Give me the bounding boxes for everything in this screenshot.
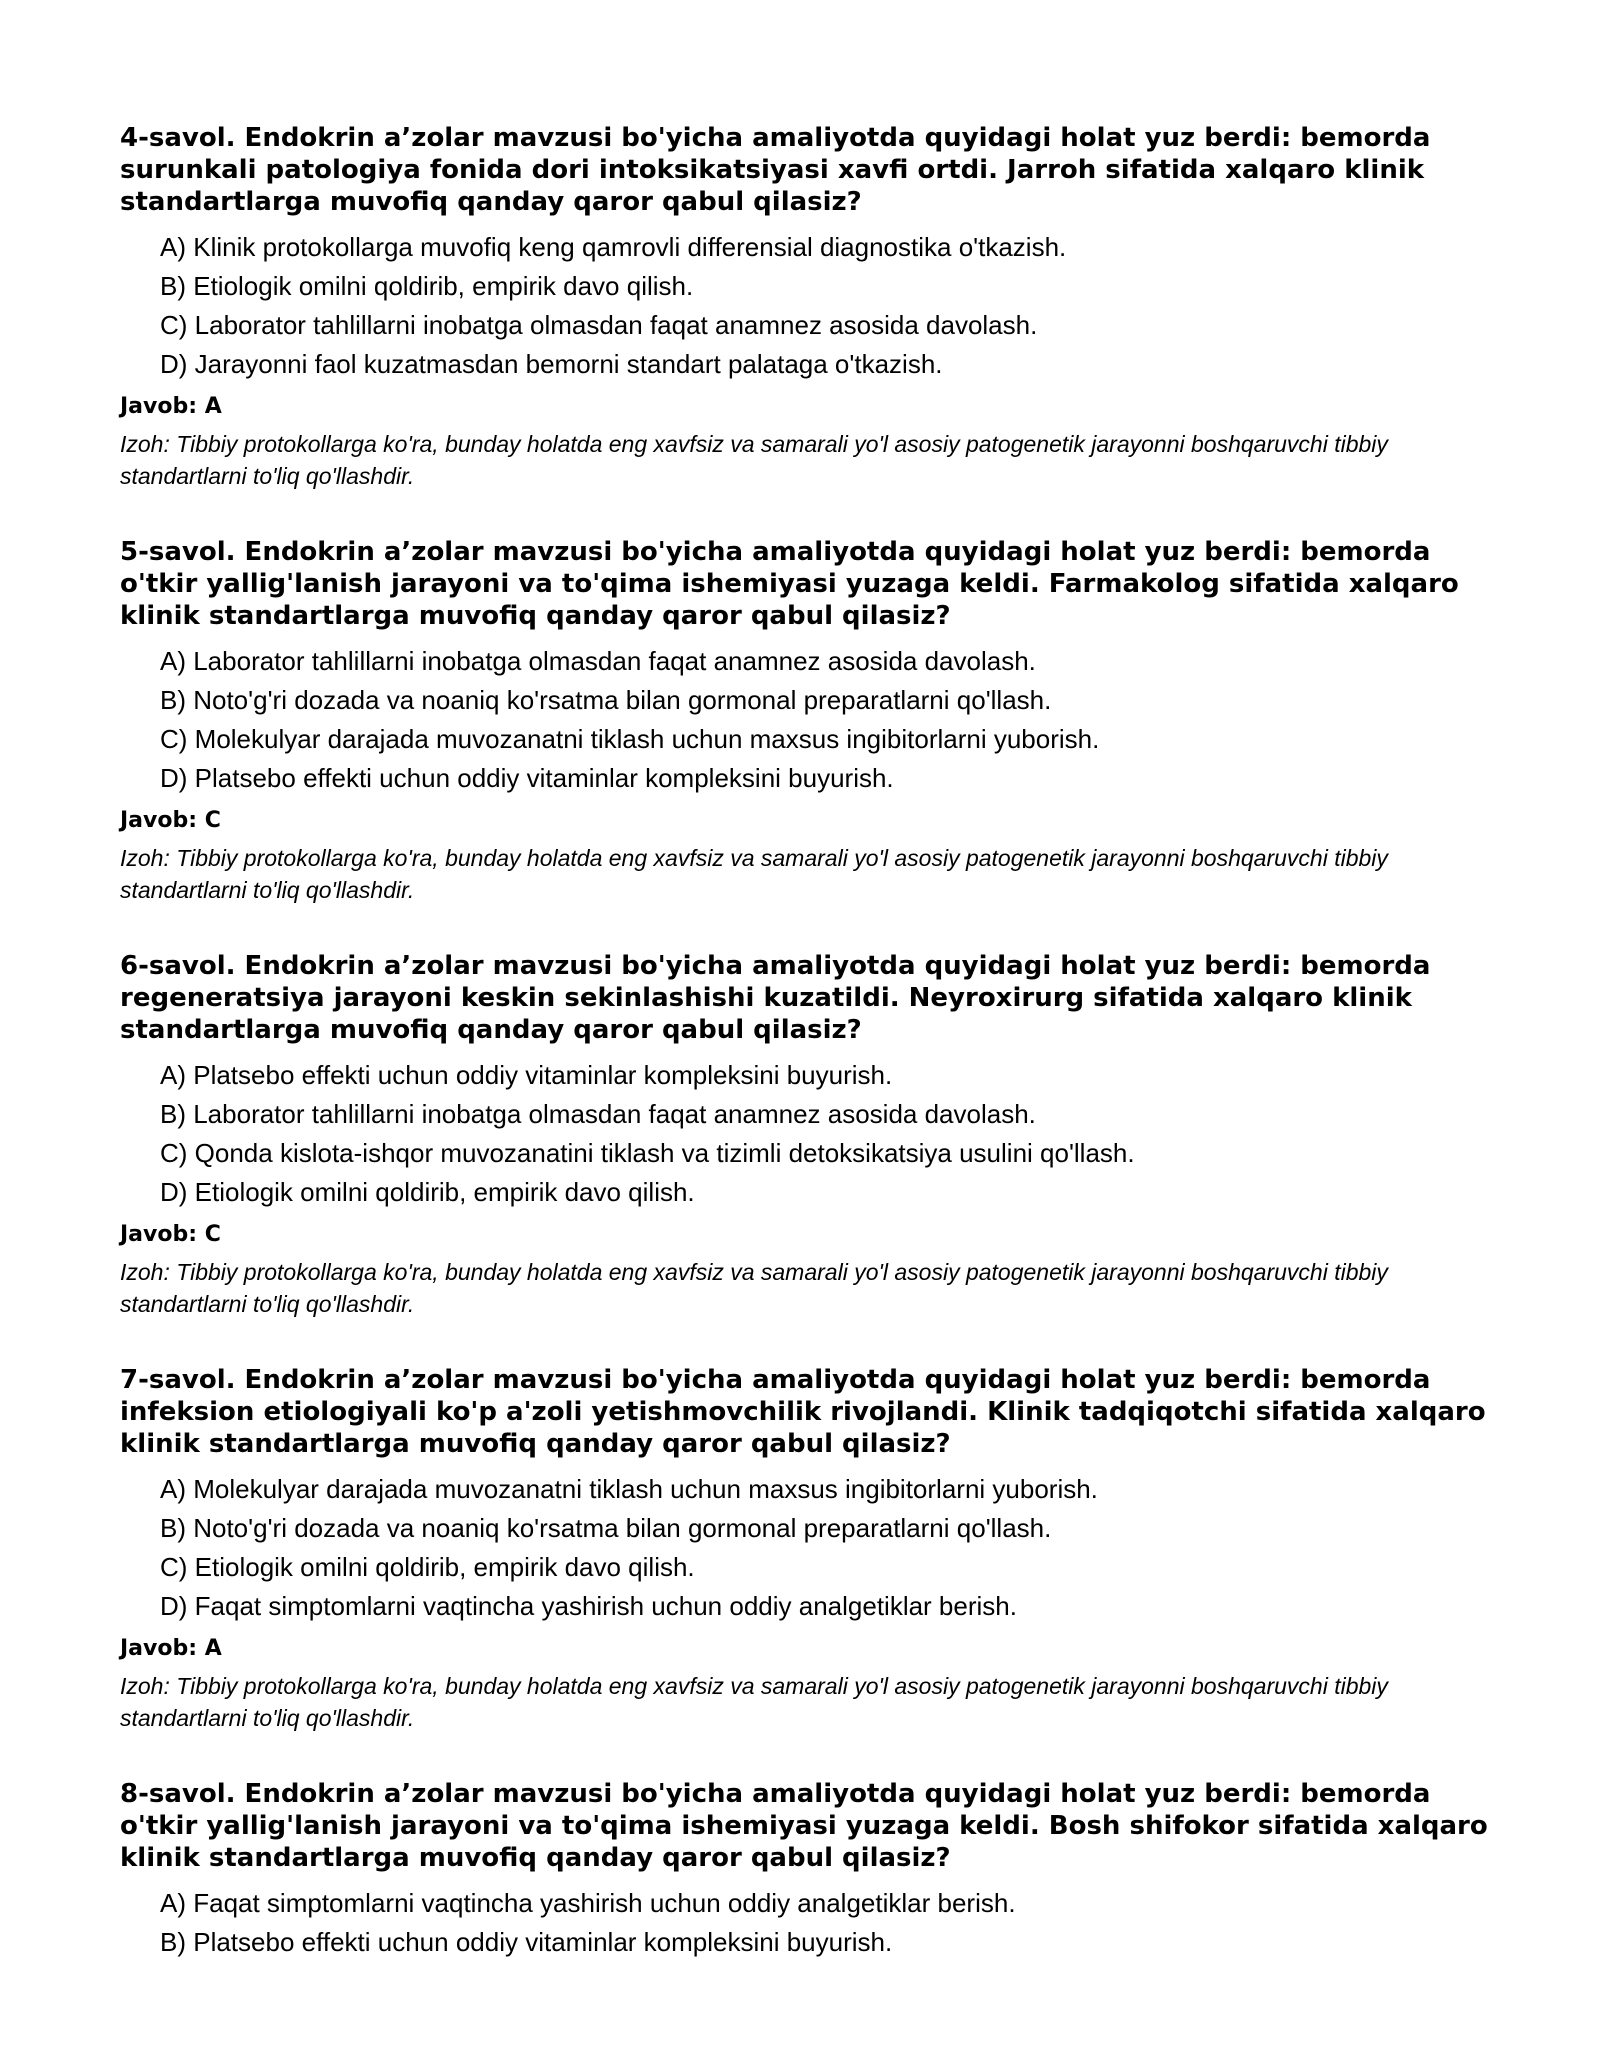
option-c: C) Qonda kislota-ishqor muvozanatini tiklash va tizimli detoksikatsiya usulini qo'llash. [160,1138,1135,1168]
options-list [120,642,1500,798]
option-d: D) Etiologik omilni qoldirib, empirik davo qilish. [160,1177,695,1207]
explanation-note: Izoh: Tibbiy protokollarga ko'ra, bunday holatda eng xavfsiz va samarali yo'l asosiy patogenetik jarayonni boshqaruvchi tibbiy standartlarni to'liq qo'llashdir. [120,1259,1388,1317]
explanation-note: Izoh: Tibbiy protokollarga ko'ra, bunday holatda eng xavfsiz va samarali yo'l asosiy patogenetik jarayonni boshqaruvchi tibbiy standartlarni to'liq qo'llashdir. [120,1673,1388,1731]
document-page [120,122,1500,2006]
explanation-note: Izoh: Tibbiy protokollarga ko'ra, bunday holatda eng xavfsiz va samarali yo'l asosiy patogenetik jarayonni boshqaruvchi tibbiy standartlarni to'liq qo'llashdir. [120,845,1388,903]
option-a: A) Klinik protokollarga muvofiq keng qamrovli differensial diagnostika o'tkazish. [160,232,1067,262]
question-text: 7-savol. Endokrin a’zolar mavzusi bo'yicha amaliyotda quyidagi holat yuz berdi: bemorda infeksion etiologiyali ko'p a'zoli yetishmovchilik rivojlandi. Klinik tadqiqotchi sifatida xalqaro klinik standartlarga muvofiq qanday qaror qabul qilasiz? [120,1365,1486,1459]
question-8 [120,1778,1500,1962]
question-4 [120,122,1500,492]
option-a: A) Faqat simptomlarni vaqtincha yashirish uchun oddiy analgetiklar berish. [160,1888,1016,1918]
question-5 [120,536,1500,906]
answer-label: Javob: C [120,1222,221,1247]
options-list [120,1470,1500,1626]
option-d: D) Jarayonni faol kuzatmasdan bemorni standart palataga o'tkazish. [160,349,943,379]
question-text: 8-savol. Endokrin a’zolar mavzusi bo'yicha amaliyotda quyidagi holat yuz berdi: bemorda o'tkir yallig'lanish jarayoni va to'qima ishemiyasi yuzaga keldi. Bosh shifokor sifatida xalqaro klinik standartlarga muvofiq qanday qaror qabul qilasiz? [120,1779,1488,1873]
option-c: C) Laborator tahlillarni inobatga olmasdan faqat anamnez asosida davolash. [160,310,1038,340]
option-b: B) Noto'g'ri dozada va noaniq ko'rsatma bilan gormonal preparatlarni qo'llash. [160,685,1052,715]
option-b: B) Platsebo effekti uchun oddiy vitaminlar kompleksini buyurish. [160,1927,893,1957]
explanation-note: Izoh: Tibbiy protokollarga ko'ra, bunday holatda eng xavfsiz va samarali yo'l asosiy patogenetik jarayonni boshqaruvchi tibbiy standartlarni to'liq qo'llashdir. [120,431,1388,489]
answer-label: Javob: A [120,394,222,419]
option-a: A) Molekulyar darajada muvozanatni tiklash uchun maxsus ingibitorlarni yuborish. [160,1474,1098,1504]
question-7 [120,1364,1500,1734]
answer-label: Javob: A [120,1636,222,1661]
option-c: C) Molekulyar darajada muvozanatni tiklash uchun maxsus ingibitorlarni yuborish. [160,724,1100,754]
option-a: A) Platsebo effekti uchun oddiy vitaminlar kompleksini buyurish. [160,1060,893,1090]
question-text: 6-savol. Endokrin a’zolar mavzusi bo'yicha amaliyotda quyidagi holat yuz berdi: bemorda regeneratsiya jarayoni keskin sekinlashishi kuzatildi. Neyroxirurg sifatida xalqaro klinik standartlarga muvofiq qanday qaror qabul qilasiz? [120,951,1431,1045]
option-b: B) Laborator tahlillarni inobatga olmasdan faqat anamnez asosida davolash. [160,1099,1036,1129]
answer-label: Javob: C [120,808,221,833]
option-b: B) Etiologik omilni qoldirib, empirik davo qilish. [160,271,694,301]
option-c: C) Etiologik omilni qoldirib, empirik davo qilish. [160,1552,695,1582]
option-a: A) Laborator tahlillarni inobatga olmasdan faqat anamnez asosida davolash. [160,646,1036,676]
options-list [120,228,1500,384]
question-6 [120,950,1500,1320]
option-d: D) Platsebo effekti uchun oddiy vitaminlar kompleksini buyurish. [160,763,894,793]
option-d: D) Faqat simptomlarni vaqtincha yashirish uchun oddiy analgetiklar berish. [160,1591,1017,1621]
options-list [120,1884,1500,1962]
options-list [120,1056,1500,1212]
question-text: 4-savol. Endokrin a’zolar mavzusi bo'yicha amaliyotda quyidagi holat yuz berdi: bemorda surunkali patologiya fonida dori intoksikatsiyasi xavfi ortdi. Jarroh sifatida xalqaro klinik standartlarga muvofiq qanday qaror qabul qilasiz? [120,123,1431,217]
question-text: 5-savol. Endokrin a’zolar mavzusi bo'yicha amaliyotda quyidagi holat yuz berdi: bemorda o'tkir yallig'lanish jarayoni va to'qima ishemiyasi yuzaga keldi. Farmakolog sifatida xalqaro klinik standartlarga muvofiq qanday qaror qabul qilasiz? [120,537,1459,631]
option-b: B) Noto'g'ri dozada va noaniq ko'rsatma bilan gormonal preparatlarni qo'llash. [160,1513,1052,1543]
